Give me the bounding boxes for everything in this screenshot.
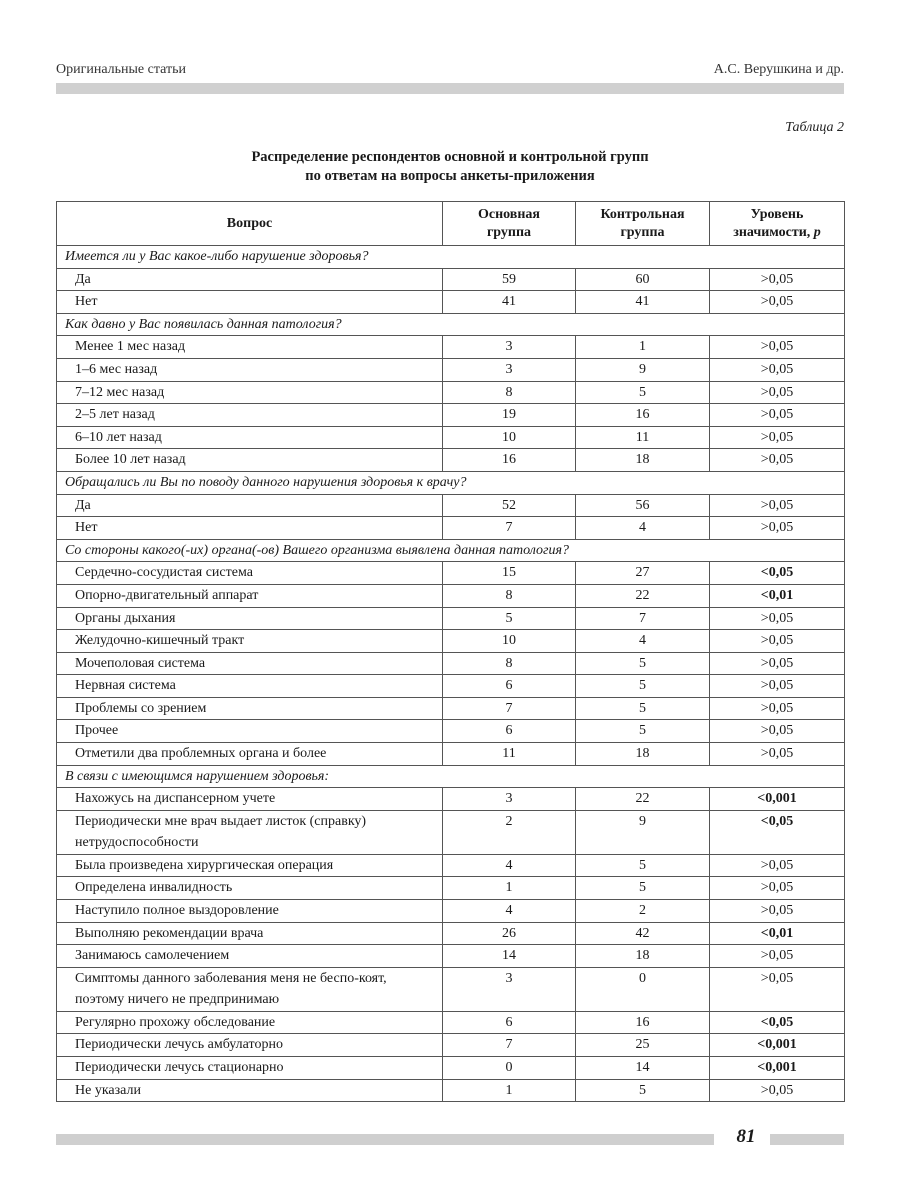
significance-cell: <0,01: [710, 922, 845, 945]
main-group-cell: 1: [443, 877, 576, 900]
main-group-cell: 2: [443, 810, 576, 854]
control-group-cell: 0: [576, 967, 710, 1011]
table-row: [57, 449, 845, 472]
significance-cell: >0,05: [710, 652, 845, 675]
answer-cell: Определена инвалидность: [57, 877, 443, 900]
table-row: [57, 517, 845, 540]
table-number: Таблица 2: [785, 120, 844, 135]
control-group-cell: 4: [576, 517, 710, 540]
answer-cell: Менее 1 мес назад: [57, 336, 443, 359]
survey-table: [56, 201, 845, 1102]
answer-cell: Периодически лечусь стационарно: [57, 1057, 443, 1080]
section-question: Обращались ли Вы по поводу данного нарушения здоровья к врачу?: [57, 471, 845, 494]
column-header-main-group: Основная группа: [443, 202, 576, 246]
control-group-cell: 5: [576, 854, 710, 877]
control-group-cell: 5: [576, 697, 710, 720]
table-row: [57, 945, 845, 968]
significance-cell: >0,05: [710, 517, 845, 540]
control-group-cell: 5: [576, 675, 710, 698]
significance-cell: >0,05: [710, 404, 845, 427]
answer-cell: Выполняю рекомендации врача: [57, 922, 443, 945]
answer-cell: Занимаюсь самолечением: [57, 945, 443, 968]
significance-cell: >0,05: [710, 449, 845, 472]
answer-cell: Периодически мне врач выдает листок (справку) нетрудоспособности: [57, 810, 443, 854]
section-question: Имеется ли у Вас какое-либо нарушение здоровья?: [57, 246, 845, 269]
answer-cell: Более 10 лет назад: [57, 449, 443, 472]
article-authors: А.С. Верушкина и др.: [713, 62, 844, 77]
control-group-cell: 7: [576, 607, 710, 630]
significance-cell: >0,05: [710, 426, 845, 449]
main-group-cell: 7: [443, 1034, 576, 1057]
control-group-cell: 5: [576, 381, 710, 404]
answer-cell: Нет: [57, 517, 443, 540]
significance-cell: <0,05: [710, 1011, 845, 1034]
main-group-cell: 3: [443, 788, 576, 811]
table-row: [57, 1034, 845, 1057]
control-group-cell: 27: [576, 562, 710, 585]
control-group-cell: 5: [576, 652, 710, 675]
main-group-cell: 8: [443, 381, 576, 404]
control-group-cell: 22: [576, 788, 710, 811]
main-group-cell: 8: [443, 652, 576, 675]
table-row: [57, 788, 845, 811]
table-row: [57, 268, 845, 291]
journal-section: Оригинальные статьи: [56, 62, 186, 77]
table-row: [57, 810, 845, 854]
significance-cell: >0,05: [710, 381, 845, 404]
table-row: [57, 854, 845, 877]
table-header-row: [57, 202, 845, 246]
control-group-cell: 5: [576, 720, 710, 743]
table-row: [57, 922, 845, 945]
table-row: [57, 1057, 845, 1080]
control-group-cell: 25: [576, 1034, 710, 1057]
footer-rule-left: [56, 1134, 714, 1145]
main-group-cell: 7: [443, 517, 576, 540]
answer-cell: Проблемы со зрением: [57, 697, 443, 720]
control-group-cell: 56: [576, 494, 710, 517]
significance-cell: <0,05: [710, 562, 845, 585]
table-row: [57, 900, 845, 923]
main-group-cell: 5: [443, 607, 576, 630]
significance-cell: <0,01: [710, 584, 845, 607]
column-header-control-group: Контрольная группа: [576, 202, 710, 246]
answer-cell: Опорно-двигательный аппарат: [57, 584, 443, 607]
table-row: [57, 336, 845, 359]
significance-cell: >0,05: [710, 945, 845, 968]
table-row: [57, 652, 845, 675]
control-group-cell: 18: [576, 449, 710, 472]
main-group-cell: 3: [443, 358, 576, 381]
main-group-cell: 10: [443, 426, 576, 449]
significance-cell: >0,05: [710, 854, 845, 877]
answer-cell: Да: [57, 494, 443, 517]
answer-cell: Нахожусь на диспансерном учете: [57, 788, 443, 811]
answer-cell: Нет: [57, 291, 443, 314]
significance-cell: >0,05: [710, 336, 845, 359]
answer-cell: 7–12 мес назад: [57, 381, 443, 404]
section-row: [57, 471, 845, 494]
control-group-cell: 9: [576, 810, 710, 854]
answer-cell: Желудочно-кишечный тракт: [57, 630, 443, 653]
column-header-question: Вопрос: [57, 202, 443, 246]
main-group-cell: 6: [443, 675, 576, 698]
answer-cell: 2–5 лет назад: [57, 404, 443, 427]
section-question: В связи с имеющимся нарушением здоровья:: [57, 765, 845, 788]
answer-cell: Регулярно прохожу обследование: [57, 1011, 443, 1034]
section-question: Как давно у Вас появилась данная патология?: [57, 313, 845, 336]
answer-cell: Мочеполовая система: [57, 652, 443, 675]
control-group-cell: 2: [576, 900, 710, 923]
significance-cell: <0,05: [710, 810, 845, 854]
running-head: [56, 62, 844, 82]
main-group-cell: 6: [443, 720, 576, 743]
main-group-cell: 41: [443, 291, 576, 314]
significance-cell: >0,05: [710, 877, 845, 900]
main-group-cell: 8: [443, 584, 576, 607]
significance-cell: >0,05: [710, 743, 845, 766]
control-group-cell: 42: [576, 922, 710, 945]
main-group-cell: 6: [443, 1011, 576, 1034]
control-group-cell: 41: [576, 291, 710, 314]
table-title: [56, 148, 844, 186]
main-group-cell: 14: [443, 945, 576, 968]
answer-cell: Симптомы данного заболевания меня не беспо-коят, поэтому ничего не предпринимаю: [57, 967, 443, 1011]
significance-cell: >0,05: [710, 697, 845, 720]
control-group-cell: 18: [576, 945, 710, 968]
section-question: Со стороны какого(-их) органа(-ов) Вашего организма выявлена данная патология?: [57, 539, 845, 562]
control-group-cell: 18: [576, 743, 710, 766]
answer-cell: Периодически лечусь амбулаторно: [57, 1034, 443, 1057]
main-group-cell: 4: [443, 900, 576, 923]
answer-cell: Была произведена хирургическая операция: [57, 854, 443, 877]
table-row: [57, 877, 845, 900]
significance-cell: >0,05: [710, 291, 845, 314]
table-row: [57, 630, 845, 653]
table-row: [57, 381, 845, 404]
answer-cell: Да: [57, 268, 443, 291]
main-group-cell: 4: [443, 854, 576, 877]
answer-cell: 6–10 лет назад: [57, 426, 443, 449]
table-row: [57, 743, 845, 766]
control-group-cell: 5: [576, 1079, 710, 1102]
control-group-cell: 11: [576, 426, 710, 449]
control-group-cell: 22: [576, 584, 710, 607]
table-row: [57, 967, 845, 1011]
significance-cell: >0,05: [710, 630, 845, 653]
significance-cell: <0,001: [710, 1034, 845, 1057]
main-group-cell: 1: [443, 1079, 576, 1102]
table-row: [57, 1079, 845, 1102]
answer-cell: Сердечно-сосудистая система: [57, 562, 443, 585]
page-number: 81: [736, 1126, 756, 1147]
main-group-cell: 52: [443, 494, 576, 517]
significance-cell: >0,05: [710, 967, 845, 1011]
table-body: [57, 246, 845, 1102]
table-row: [57, 426, 845, 449]
main-group-cell: 26: [443, 922, 576, 945]
significance-cell: <0,001: [710, 788, 845, 811]
section-row: [57, 313, 845, 336]
significance-cell: >0,05: [710, 720, 845, 743]
main-group-cell: 11: [443, 743, 576, 766]
control-group-cell: 5: [576, 877, 710, 900]
significance-cell: >0,05: [710, 358, 845, 381]
section-row: [57, 765, 845, 788]
footer-rule-right: [770, 1134, 844, 1145]
section-row: [57, 246, 845, 269]
table-row: [57, 562, 845, 585]
answer-cell: Прочее: [57, 720, 443, 743]
table-row: [57, 584, 845, 607]
main-group-cell: 59: [443, 268, 576, 291]
control-group-cell: 60: [576, 268, 710, 291]
answer-cell: 1–6 мес назад: [57, 358, 443, 381]
significance-cell: >0,05: [710, 900, 845, 923]
main-group-cell: 0: [443, 1057, 576, 1080]
control-group-cell: 1: [576, 336, 710, 359]
answer-cell: Органы дыхания: [57, 607, 443, 630]
column-header-significance: Уровень значимости, p: [710, 202, 845, 246]
main-group-cell: 10: [443, 630, 576, 653]
answer-cell: Отметили два проблемных органа и более: [57, 743, 443, 766]
section-row: [57, 539, 845, 562]
table-row: [57, 358, 845, 381]
table-row: [57, 494, 845, 517]
control-group-cell: 4: [576, 630, 710, 653]
main-group-cell: 3: [443, 967, 576, 1011]
main-group-cell: 3: [443, 336, 576, 359]
table-row: [57, 404, 845, 427]
answer-cell: Наступило полное выздоровление: [57, 900, 443, 923]
table-row: [57, 291, 845, 314]
main-group-cell: 15: [443, 562, 576, 585]
table-title-line-1: Распределение респондентов основной и контрольной групп: [251, 149, 649, 165]
main-group-cell: 16: [443, 449, 576, 472]
significance-cell: <0,001: [710, 1057, 845, 1080]
control-group-cell: 16: [576, 1011, 710, 1034]
table-row: [57, 675, 845, 698]
table-row: [57, 1011, 845, 1034]
table-row: [57, 720, 845, 743]
significance-cell: >0,05: [710, 268, 845, 291]
table-title-line-2: по ответам на вопросы анкеты-приложения: [305, 168, 595, 184]
table-row: [57, 607, 845, 630]
significance-cell: >0,05: [710, 1079, 845, 1102]
control-group-cell: 14: [576, 1057, 710, 1080]
control-group-cell: 16: [576, 404, 710, 427]
control-group-cell: 9: [576, 358, 710, 381]
main-group-cell: 7: [443, 697, 576, 720]
significance-cell: >0,05: [710, 675, 845, 698]
main-group-cell: 19: [443, 404, 576, 427]
significance-cell: >0,05: [710, 607, 845, 630]
answer-cell: Нервная система: [57, 675, 443, 698]
header-rule: [56, 83, 844, 94]
answer-cell: Не указали: [57, 1079, 443, 1102]
table-row: [57, 697, 845, 720]
significance-cell: >0,05: [710, 494, 845, 517]
